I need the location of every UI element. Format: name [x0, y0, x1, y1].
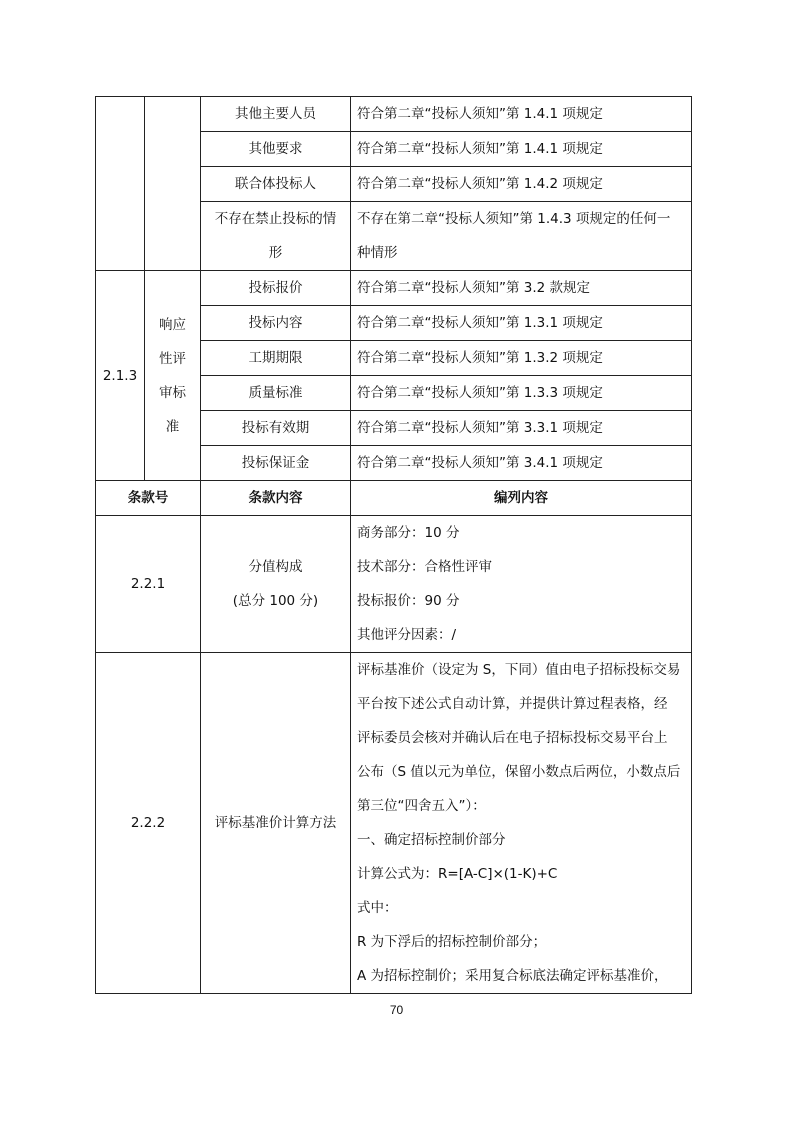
- table-row: [96, 653, 692, 994]
- table-row: [96, 271, 692, 306]
- clause-number-cell: 2.2.1: [96, 516, 201, 653]
- table-row: [96, 97, 692, 132]
- header-listing: 编列内容: [351, 481, 692, 516]
- content-cell: 符合第二章“投标人须知”第 1.4.1 项规定: [351, 132, 692, 167]
- table-row: [96, 516, 692, 653]
- content-line: 计算公式为：R=[A-C]×(1-K)+C: [357, 866, 558, 882]
- content-cell: 符合第二章“投标人须知”第 3.2 款规定: [351, 271, 692, 306]
- content-line: 不存在第二章“投标人须知”第 1.4.3 项规定的任何一: [357, 211, 671, 227]
- content-line: A 为招标控制价；采用复合标底法确定评标基准价，: [357, 968, 668, 984]
- category-cell: [145, 271, 201, 481]
- header-clause-content: 条款内容: [201, 481, 351, 516]
- content-line: 式中：: [357, 900, 398, 916]
- content-cell: [351, 653, 692, 994]
- item-line: 不存在禁止投标的情: [214, 211, 337, 227]
- content-cell: 符合第二章“投标人须知”第 1.3.2 项规定: [351, 341, 692, 376]
- item-cell: 工期期限: [201, 341, 351, 376]
- content-line: 评标委员会核对并确认后在电子招标投标交易平台上: [357, 730, 668, 746]
- content-line: R 为下浮后的招标控制价部分；: [357, 934, 547, 950]
- item-cell: 质量标准: [201, 376, 351, 411]
- item-cell: [201, 202, 351, 271]
- clause-number-cell: 2.1.3: [96, 271, 145, 481]
- content-cell: 符合第二章“投标人须知”第 1.4.1 项规定: [351, 97, 692, 132]
- clause-number-cell: 2.2.2: [96, 653, 201, 994]
- clause-number-cell-empty: [96, 97, 145, 271]
- content-line: 种情形: [357, 245, 398, 261]
- item-cell: 评标基准价计算方法: [201, 653, 351, 994]
- item-cell: 联合体投标人: [201, 167, 351, 202]
- content-line: 公布（S 值以元为单位，保留小数点后两位，小数点后: [357, 764, 681, 780]
- item-cell: 其他主要人员: [201, 97, 351, 132]
- category-cell-empty: [145, 97, 201, 271]
- page-number: 70: [389, 1003, 404, 1017]
- content-line: 投标报价：90 分: [357, 593, 460, 609]
- content-line: 一、确定招标控制价部分: [357, 832, 506, 848]
- item-cell: 投标报价: [201, 271, 351, 306]
- item-cell: 投标内容: [201, 306, 351, 341]
- content-cell: 符合第二章“投标人须知”第 3.4.1 项规定: [351, 446, 692, 481]
- content-cell: [351, 202, 692, 271]
- item-cell: 投标保证金: [201, 446, 351, 481]
- content-cell: 符合第二章“投标人须知”第 1.3.1 项规定: [351, 306, 692, 341]
- content-line: 第三位“四舍五入”）：: [357, 798, 486, 814]
- item-line: 形: [268, 245, 283, 261]
- item-title: 分值构成: [248, 559, 303, 575]
- item-cell: 投标有效期: [201, 411, 351, 446]
- header-clause-number: 条款号: [96, 481, 201, 516]
- category-line: 响应: [159, 316, 186, 333]
- category-line: 准: [165, 418, 180, 435]
- content-line: 评标基准价（设定为 S，下同）值由电子招标投标交易: [357, 662, 681, 678]
- content-line: 其他评分因素：/: [357, 627, 457, 643]
- content-cell: 符合第二章“投标人须知”第 3.3.1 项规定: [351, 411, 692, 446]
- content-cell: 符合第二章“投标人须知”第 1.3.3 项规定: [351, 376, 692, 411]
- content-cell: 符合第二章“投标人须知”第 1.4.2 项规定: [351, 167, 692, 202]
- content-line: 平台按下述公式自动计算，并提供计算过程表格，经: [357, 696, 668, 712]
- item-cell: 其他要求: [201, 132, 351, 167]
- content-cell: [351, 516, 692, 653]
- content-line: 商务部分：10 分: [357, 525, 460, 541]
- item-subtitle: (总分 100 分): [232, 593, 319, 609]
- category-line: 性评: [159, 350, 186, 367]
- table-header-row: [96, 481, 692, 516]
- evaluation-criteria-table: [95, 96, 692, 994]
- category-line: 审标: [159, 384, 186, 401]
- item-cell: [201, 516, 351, 653]
- content-line: 技术部分：合格性评审: [357, 559, 492, 575]
